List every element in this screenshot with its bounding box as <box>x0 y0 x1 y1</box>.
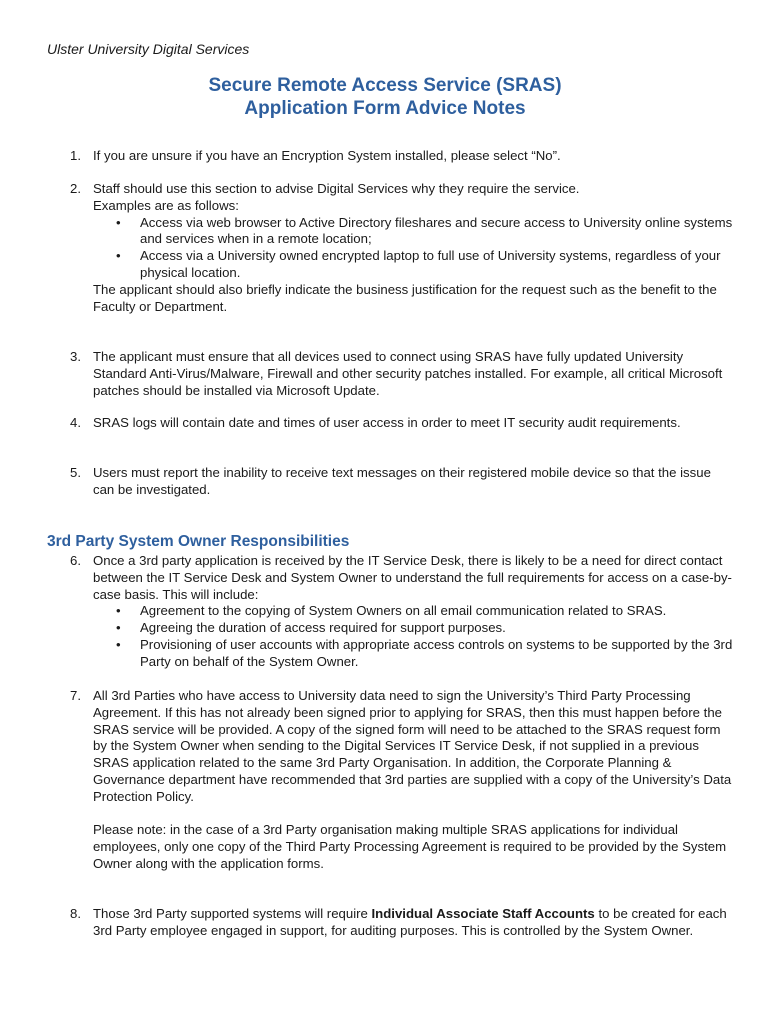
list-item-5 <box>70 465 735 499</box>
title-line-2: Application Form Advice Notes <box>244 98 526 119</box>
bullet-list <box>93 215 735 282</box>
list-item-4 <box>70 415 735 432</box>
item-text: If you are unsure if you have an Encryption System installed, please select “No”. <box>93 148 561 163</box>
item-note: The applicant should also briefly indicate the business justification for the request such as the benefit to the Faculty or Department. <box>93 281 717 314</box>
item-number: 3. <box>70 349 81 364</box>
list-item-7 <box>70 688 735 873</box>
item-number: 1. <box>70 148 81 163</box>
item-number: 2. <box>70 181 81 196</box>
bullet-item <box>116 636 735 671</box>
item-number: 8. <box>70 906 81 921</box>
bullet-item <box>116 620 735 637</box>
bullet-icon: • <box>116 636 121 652</box>
item-text-start: Those 3rd Party supported systems will require <box>93 906 372 921</box>
title-line-1: Secure Remote Access Service (SRAS) <box>208 75 562 96</box>
bullet-item <box>116 214 735 249</box>
bullet-text: Provisioning of user accounts with appropriate access controls on systems to be supported by the 3rd Party on behalf of the System Owner. <box>140 636 733 669</box>
item-text: SRAS logs will contain date and times of user access in order to meet IT security audit requirements. <box>93 415 681 430</box>
item-note: Please note: in the case of a 3rd Party organisation making multiple SRAS applications for individual employees, only one copy of the Third Party Processing Agreement is required to be provided by the System Owner along with the application forms. <box>93 822 727 871</box>
bullet-text: Agreeing the duration of access required for support purposes. <box>140 620 506 636</box>
item-number: 7. <box>70 688 81 703</box>
bullet-icon: • <box>116 603 121 619</box>
item-text-end: to be created for each 3rd Party employee engaged in support, for auditing purposes. This is controlled by the System Owner. <box>93 906 727 938</box>
bullet-item <box>116 603 735 620</box>
bullet-item <box>116 248 735 282</box>
page-title <box>0 74 770 120</box>
bullet-icon: • <box>116 620 121 636</box>
section-heading: 3rd Party System Owner Responsibilities <box>47 533 350 550</box>
item-intro <box>93 181 735 215</box>
bullet-icon: • <box>116 214 121 230</box>
item-intro-line-1: Staff should use this section to advise Digital Services why they require the service. <box>93 181 580 196</box>
list-item-2 <box>70 181 735 315</box>
organization-header: Ulster University Digital Services <box>47 41 250 57</box>
item-number: 4. <box>70 415 81 430</box>
list-item-1 <box>70 148 735 165</box>
list-item-8 <box>70 906 735 940</box>
item-text: Once a 3rd party application is received by the IT Service Desk, there is likely to be a need for direct contact between the IT Service Desk and System Owner to understand the full requirements for access on a case-by-case basis. This will include: <box>93 553 732 602</box>
item-text: The applicant must ensure that all devices used to connect using SRAS have fully updated University Standard Anti-Virus/Malware, Firewall and other security patches installed. For example, all critical Microsoft patches should be installed via Microsoft Update. <box>93 349 723 398</box>
list-item-6 <box>70 553 735 671</box>
item-intro-line-2: Examples are as follows: <box>93 197 239 213</box>
bullet-icon: • <box>116 248 121 264</box>
item-text-bold: Individual Associate Staff Accounts <box>371 906 595 921</box>
bullet-text: Agreement to the copying of System Owners on all email communication related to SRAS. <box>140 603 667 619</box>
bullet-list <box>93 603 735 670</box>
bullet-text: Access via a University owned encrypted laptop to full use of University systems, regardless of your physical location. <box>140 248 721 280</box>
item-text: All 3rd Parties who have access to University data need to sign the University’s Third Party Processing Agreement. If this has not already been signed prior to applying for SRAS, then this must happen before the SRAS service will be provided. A copy of the signed form will need to be attached to the SRAS request form by the System Owner when sending to the Digital Services IT Service Desk, if not supplied in a previous SRAS application related to the same 3rd Party Organisation. In addition, the Corporate Planning & Governance department have recommended that 3rd parties are supplied with a copy of the University’s Data Protection Policy. <box>93 688 732 804</box>
item-number: 6. <box>70 553 81 568</box>
item-number: 5. <box>70 465 81 480</box>
item-text: Users must report the inability to receive text messages on their registered mobile device so that the issue can be investigated. <box>93 465 711 497</box>
list-item-3 <box>70 349 735 399</box>
item-text <box>93 906 735 940</box>
bullet-text: Access via web browser to Active Directory fileshares and secure access to University online systems and services when in a remote location; <box>140 214 733 247</box>
